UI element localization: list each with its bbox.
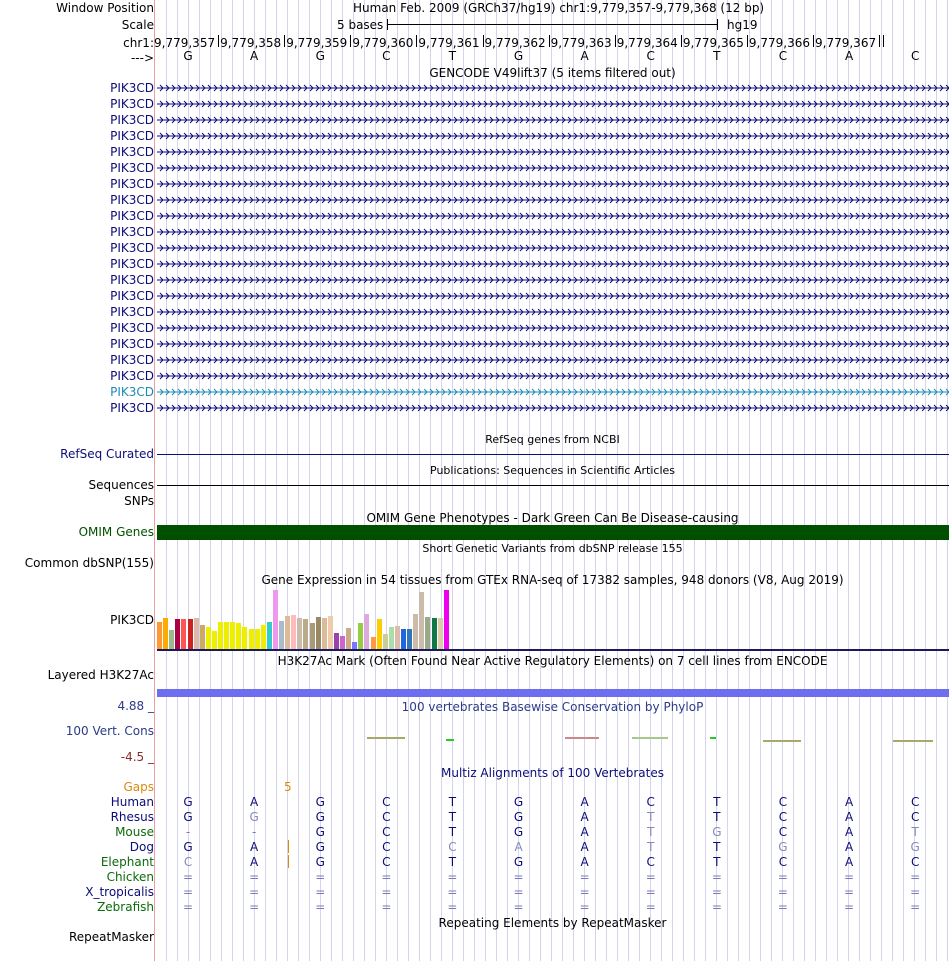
alignment-base: T (647, 825, 655, 839)
gtex-bar[interactable] (163, 618, 168, 650)
gtex-bar[interactable] (157, 622, 162, 650)
gtex-bar[interactable] (279, 621, 284, 650)
gtex-expression-chart[interactable] (157, 588, 949, 650)
phylop-dash-3 (565, 737, 599, 739)
alignment-base: G (712, 825, 722, 839)
gencode-transcript[interactable] (157, 352, 949, 368)
alignment-base: = (844, 870, 855, 884)
gtex-bar[interactable] (297, 618, 302, 650)
alignment-base: C (382, 840, 391, 854)
alignment-base: A (580, 810, 589, 824)
gtex-bar[interactable] (285, 616, 290, 650)
gencode-item-label[interactable]: PIK3CD (110, 385, 154, 399)
alignment-base: T (448, 855, 457, 869)
alignment-base: A (580, 795, 589, 809)
ruler-position: 9,779,361 (418, 36, 480, 50)
scale-text: 5 bases (337, 18, 384, 32)
alignment-base: C (448, 840, 457, 854)
alignment-base: C (646, 795, 655, 809)
alignment-base: = (711, 885, 722, 899)
alignment-base: T (713, 855, 721, 869)
alignment-base: C (646, 855, 655, 869)
alignment-base: = (910, 885, 921, 899)
alignment-base: C (778, 795, 788, 809)
gencode-transcript[interactable] (157, 128, 949, 144)
alignment-base: T (713, 795, 721, 809)
alignment-base: = (645, 870, 656, 884)
gencode-transcript[interactable] (157, 224, 949, 240)
gencode-transcript[interactable] (157, 192, 949, 208)
alignment-base: C (382, 795, 391, 809)
refseq-gene-line[interactable] (157, 454, 949, 455)
alignment-base: = (315, 900, 326, 914)
h3k27ac-track-label[interactable]: Layered H3K27Ac (47, 668, 154, 682)
gencode-transcript[interactable] (157, 384, 949, 400)
alignment-base: G (249, 810, 259, 824)
gtex-bar[interactable] (255, 629, 260, 650)
repeatmasker-track-title: Repeating Elements by RepeatMasker (438, 916, 667, 930)
phylop-dash-2 (446, 739, 454, 741)
alignment-base: = (513, 870, 524, 884)
alignment-base: C (183, 855, 193, 869)
gtex-bar[interactable] (218, 622, 223, 650)
gtex-bar[interactable] (206, 627, 211, 650)
alignment-base: = (844, 900, 855, 914)
gencode-item-label[interactable]: PIK3CD (110, 353, 154, 367)
gtex-bar[interactable] (407, 629, 412, 650)
gencode-transcript[interactable] (157, 144, 949, 160)
ruler-position: 9,779,360 (352, 36, 414, 50)
alignment-base: G (183, 795, 193, 809)
ruler-position: 9,779,364 (616, 36, 678, 50)
phylop-dash-5 (710, 737, 716, 739)
gencode-item-label[interactable]: PIK3CD (110, 321, 154, 335)
gtex-bar[interactable] (230, 622, 235, 650)
gtex-bar[interactable] (346, 628, 351, 650)
alignment-base: = (315, 870, 326, 884)
gencode-transcript[interactable] (157, 272, 949, 288)
ruler-position: 9,779,363 (550, 36, 612, 50)
gencode-item-label[interactable]: PIK3CD (110, 193, 154, 207)
gencode-item-label[interactable]: PIK3CD (110, 305, 154, 319)
gtex-bar[interactable] (413, 614, 418, 650)
ruler-tick (883, 35, 884, 47)
alignment-base: C (382, 825, 391, 839)
gencode-item-label[interactable]: PIK3CD (110, 177, 154, 191)
alignment-base: C (910, 795, 920, 809)
multiz-track-title: Multiz Alignments of 100 Vertebrates (440, 766, 665, 780)
h3k27ac-signal[interactable] (157, 689, 949, 697)
scale-bar (387, 24, 718, 25)
alignment-base: A (250, 855, 259, 869)
species-label: Human (110, 795, 154, 809)
base-letter: A (250, 49, 259, 63)
phylop-max-label: 4.88 _ (117, 699, 154, 713)
species-label: Zebrafish (97, 900, 154, 914)
ruler-position: 9,779,359 (286, 36, 348, 50)
alignment-base: = (645, 900, 656, 914)
gtex-baseline (157, 649, 949, 651)
base-letter: T (713, 49, 721, 63)
alignment-base: = (513, 900, 524, 914)
scale-bar-right-cap (717, 19, 718, 30)
gtex-bar[interactable] (419, 592, 424, 650)
alignment-base: = (249, 870, 260, 884)
alignment-base: G (513, 795, 524, 809)
alignment-base: = (513, 885, 524, 899)
gencode-item-label[interactable]: PIK3CD (110, 161, 154, 175)
gaps-value: 5 (284, 780, 292, 794)
dbsnp-track-label[interactable]: Common dbSNP(155) (24, 556, 154, 570)
gtex-bar[interactable] (169, 630, 174, 650)
alignment-base: A (580, 825, 589, 839)
species-label: Mouse (115, 825, 154, 839)
alignment-base: A (514, 840, 523, 854)
alignment-base: = (447, 900, 458, 914)
species-label: Rhesus (110, 810, 154, 824)
gaps-label: Gaps (123, 780, 154, 794)
alignment-base: A (250, 795, 259, 809)
alignment-base: A (580, 855, 589, 869)
gencode-item-label[interactable]: PIK3CD (110, 225, 154, 239)
gtex-bar[interactable] (249, 629, 254, 650)
species-label: Chicken (106, 870, 154, 884)
alignment-base: = (777, 900, 788, 914)
alignment-base: = (711, 900, 722, 914)
base-letter: T (448, 49, 457, 63)
alignment-base: = (910, 900, 921, 914)
refseq-track-label[interactable]: RefSeq Curated (60, 447, 154, 461)
alignment-base: G (315, 825, 325, 839)
alignment-base: C (910, 855, 920, 869)
phylop-dash-4 (632, 737, 668, 739)
phylop-dash-6 (763, 740, 801, 742)
gencode-transcript[interactable] (157, 368, 949, 384)
snps-track-label[interactable]: SNPs (124, 494, 154, 508)
gtex-bar[interactable] (395, 626, 400, 650)
gencode-item-label[interactable]: PIK3CD (110, 401, 154, 415)
gtex-bar[interactable] (444, 590, 449, 650)
alignment-base: G (183, 840, 193, 854)
base-letter: C (646, 49, 655, 63)
alignment-base: - (251, 825, 257, 839)
alignment-base: C (778, 855, 788, 869)
gtex-bar[interactable] (401, 629, 406, 650)
alignment-base: C (382, 855, 391, 869)
species-label: Dog (129, 840, 154, 854)
species-label: X_tropicalis (85, 885, 154, 899)
alignment-base: = (249, 885, 260, 899)
gencode-item-label[interactable]: PIK3CD (110, 289, 154, 303)
gtex-bar[interactable] (261, 625, 266, 650)
species-label: Elephant (100, 855, 154, 869)
phylop-track-label[interactable]: 100 Vert. Cons (65, 724, 154, 738)
insertion-marker-dog (288, 840, 289, 853)
alignment-base: = (249, 900, 260, 914)
gencode-transcript[interactable] (157, 176, 949, 192)
phylop-min-label: -4.5 _ (120, 750, 154, 764)
publications-line[interactable] (157, 485, 949, 486)
alignment-base: G (315, 840, 325, 854)
gencode-transcript[interactable] (157, 96, 949, 112)
gtex-bar[interactable] (242, 627, 247, 650)
gtex-bar[interactable] (358, 623, 363, 650)
alignment-base: T (647, 810, 655, 824)
gencode-transcript[interactable] (157, 320, 949, 336)
alignment-base: A (580, 840, 589, 854)
alignment-base: A (844, 840, 854, 854)
alignment-base: G (513, 825, 524, 839)
alignment-base: = (579, 885, 590, 899)
alignment-base: C (910, 810, 920, 824)
gencode-item-label[interactable]: PIK3CD (110, 209, 154, 223)
alignment-base: A (844, 855, 854, 869)
gencode-item-label[interactable]: PIK3CD (110, 129, 154, 143)
alignment-base: = (183, 900, 194, 914)
alignment-base: - (185, 825, 191, 839)
alignment-base: = (711, 870, 722, 884)
phylop-dash-1 (367, 737, 405, 739)
alignment-base: A (250, 840, 259, 854)
gtex-track-title: Gene Expression in 54 tissues from GTEx RNA-seq of 17382 samples, 948 donors (V8, Aug 2019) (261, 573, 844, 587)
alignment-base: T (713, 810, 721, 824)
gtex-bar[interactable] (383, 634, 388, 650)
gtex-bar[interactable] (310, 623, 315, 650)
gtex-bar[interactable] (364, 614, 369, 650)
gencode-item-label[interactable]: PIK3CD (110, 241, 154, 255)
gencode-transcript[interactable] (157, 160, 949, 176)
alignment-base: C (382, 810, 391, 824)
alignment-base: = (381, 870, 392, 884)
omim-gene-bar[interactable] (157, 525, 949, 540)
ruler-position: 9,779,362 (484, 36, 546, 50)
insertion-marker-elephant (288, 855, 289, 868)
gtex-bar[interactable] (432, 618, 437, 650)
gencode-transcript[interactable] (157, 240, 949, 256)
omim-track-label[interactable]: OMIM Genes (78, 525, 154, 539)
alignment-base: = (910, 870, 921, 884)
alignment-base: C (778, 810, 788, 824)
publications-track-label[interactable]: Sequences (88, 478, 154, 492)
alignment-base: T (448, 825, 457, 839)
scale-label: Scale (121, 18, 154, 32)
gencode-item-label[interactable]: PIK3CD (110, 113, 154, 127)
base-letter: C (778, 49, 788, 63)
alignment-base: = (645, 885, 656, 899)
alignment-base: = (777, 870, 788, 884)
alignment-base: = (844, 885, 855, 899)
gencode-transcript[interactable] (157, 304, 949, 320)
base-letter: A (580, 49, 589, 63)
ruler-position: 9,779,366 (748, 36, 810, 50)
h3k27ac-track-title: H3K27Ac Mark (Often Found Near Active Regulatory Elements) on 7 cell lines from ENCODE (277, 654, 828, 668)
gtex-bar[interactable] (340, 636, 345, 650)
base-letter: C (910, 49, 920, 63)
gencode-item-label[interactable]: PIK3CD (110, 145, 154, 159)
gencode-item-label[interactable]: PIK3CD (110, 97, 154, 111)
ruler-position: 9,779,365 (682, 36, 744, 50)
gencode-transcript[interactable] (157, 288, 949, 304)
gencode-item-label[interactable]: PIK3CD (110, 81, 154, 95)
base-letter: G (315, 49, 325, 63)
alignment-base: = (579, 870, 590, 884)
gtex-bar[interactable] (267, 622, 272, 650)
base-letter: C (382, 49, 391, 63)
alignment-base: A (844, 810, 854, 824)
gtex-bar[interactable] (273, 590, 278, 650)
phylop-track-title: 100 vertebrates Basewise Conservation by PhyloP (401, 700, 704, 714)
refseq-track-title: RefSeq genes from NCBI (485, 433, 620, 446)
gtex-bar[interactable] (328, 616, 333, 650)
gencode-transcript[interactable] (157, 208, 949, 224)
repeatmasker-track-label[interactable]: RepeatMasker (68, 930, 154, 944)
alignment-base: G (183, 810, 193, 824)
base-letter: G (183, 49, 193, 63)
gtex-bar[interactable] (438, 618, 443, 650)
alignment-base: G (778, 840, 788, 854)
gtex-bar[interactable] (200, 625, 205, 650)
gtex-track-label[interactable]: PIK3CD (110, 613, 154, 627)
gtex-bar[interactable] (175, 619, 180, 650)
gtex-bar[interactable] (316, 617, 321, 650)
alignment-base: G (315, 810, 325, 824)
strand-label: ---> (130, 51, 154, 65)
gtex-bar[interactable] (291, 615, 296, 650)
omim-track-title: OMIM Gene Phenotypes - Dark Green Can Be Disease-causing (366, 511, 739, 525)
base-letter: G (513, 49, 524, 63)
gtex-bar[interactable] (188, 619, 193, 650)
alignment-base: T (911, 825, 919, 839)
gencode-transcript[interactable] (157, 336, 949, 352)
scale-db: hg19 (727, 18, 758, 32)
window-position-value: Human Feb. 2009 (GRCh37/hg19) chr1:9,779,357-9,779,368 (12 bp) (353, 1, 765, 15)
gencode-item-label[interactable]: PIK3CD (110, 273, 154, 287)
alignment-base: G (315, 855, 325, 869)
alignment-base: = (447, 870, 458, 884)
gencode-transcript[interactable] (157, 400, 949, 416)
gencode-item-label[interactable]: PIK3CD (110, 369, 154, 383)
alignment-base: = (183, 870, 194, 884)
gtex-bar[interactable] (334, 633, 339, 650)
dbsnp-track-title: Short Genetic Variants from dbSNP release 155 (422, 542, 683, 555)
alignment-base: = (447, 885, 458, 899)
alignment-base: = (315, 885, 326, 899)
gtex-bar[interactable] (212, 631, 217, 650)
alignment-base: T (448, 810, 457, 824)
gencode-transcript[interactable] (157, 80, 949, 96)
chromosome-label: chr1: (123, 36, 154, 50)
alignment-base: T (713, 840, 721, 854)
alignment-base: C (778, 825, 788, 839)
alignment-base: T (647, 840, 655, 854)
alignment-base: T (448, 795, 457, 809)
ruler-position: 9,779,358 (220, 36, 282, 50)
label-divider (154, 0, 155, 961)
alignment-base: = (381, 900, 392, 914)
alignment-base: G (315, 795, 325, 809)
gtex-bar[interactable] (322, 618, 327, 650)
alignment-base: G (910, 840, 920, 854)
ruler-tick (879, 35, 880, 47)
alignment-base: A (844, 795, 854, 809)
window-position-label: Window Position (56, 1, 154, 15)
alignment-base: = (777, 885, 788, 899)
alignment-base: G (513, 810, 524, 824)
alignment-base: A (844, 825, 854, 839)
alignment-base: = (183, 885, 194, 899)
base-letter: A (844, 49, 854, 63)
gencode-track-title: GENCODE V49lift37 (5 items filtered out) (429, 66, 676, 80)
gtex-bar[interactable] (194, 618, 199, 650)
gtex-bar[interactable] (181, 619, 186, 650)
gtex-bar[interactable] (377, 619, 382, 650)
publications-track-title: Publications: Sequences in Scientific Articles (430, 464, 675, 477)
gtex-bar[interactable] (236, 623, 241, 650)
gtex-bar[interactable] (224, 622, 229, 650)
gencode-transcript[interactable] (157, 112, 949, 128)
alignment-base: = (579, 900, 590, 914)
scale-bar-left-cap (387, 19, 388, 30)
alignment-base: = (381, 885, 392, 899)
gencode-item-label[interactable]: PIK3CD (110, 257, 154, 271)
ruler-position: 9,779,367 (815, 36, 877, 50)
gtex-bar[interactable] (303, 619, 308, 650)
gencode-transcript[interactable] (157, 256, 949, 272)
ruler-position: 9,779,357 (154, 36, 216, 50)
gencode-item-label[interactable]: PIK3CD (110, 337, 154, 351)
gtex-bar[interactable] (389, 627, 394, 650)
phylop-dash-7 (893, 740, 933, 742)
alignment-base: G (513, 855, 524, 869)
gtex-bar[interactable] (425, 617, 430, 650)
